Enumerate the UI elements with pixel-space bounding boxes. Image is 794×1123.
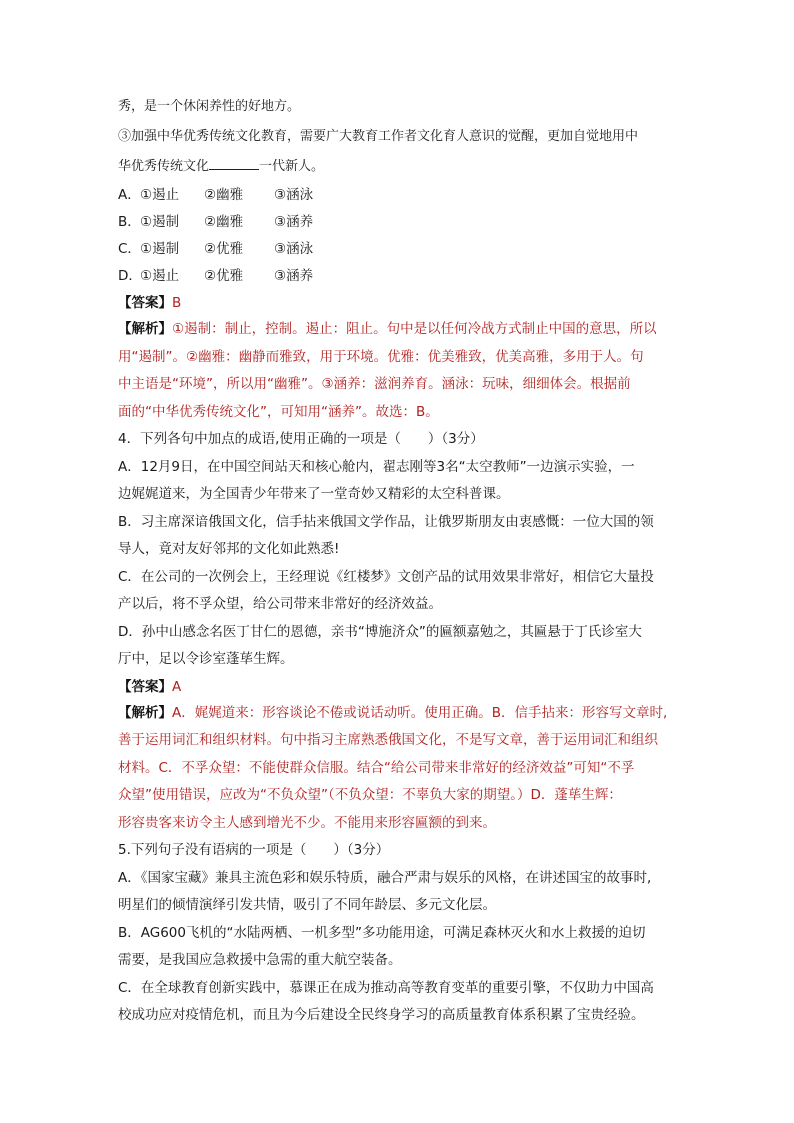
- option-choice: ①遏制: [140, 214, 180, 230]
- intro-fragment: 一代新人。: [259, 159, 325, 174]
- analysis-line: 中主语是“环境”，所以用“幽雅”。③涵养：滋润养育。涵泳：玩味，细细体会。根据前: [118, 376, 631, 392]
- option-row: [118, 209, 678, 236]
- option-choice: ②优雅: [204, 268, 244, 284]
- option-line: C．在全球教育创新实践中，慕课正在成为推动高等教育变革的重要引擎，不仅助力中国高: [118, 979, 654, 996]
- answer-line: [118, 290, 678, 316]
- option-choice: ②幽雅: [204, 187, 244, 203]
- option-choice: ③涵养: [274, 214, 314, 230]
- option-line: B．习主席深谙俄国文化，信手拈来俄国文学作品，让俄罗斯朋友由衷感慨：一位大国的领: [118, 513, 654, 530]
- answer-label: 【答案】: [118, 295, 172, 311]
- option-row: [118, 236, 678, 263]
- analysis-line: [118, 700, 678, 728]
- option-line: 需要，是我国应急救援中急需的重大航空装备。: [118, 952, 402, 968]
- option-line: B．AG600飞机的“水陆两栖、一机多型”多功能用途，可满足森林灭火和水上救援的迫切: [118, 924, 646, 941]
- option-line: C．在公司的一次例会上，王经理说《红楼梦》文创产品的试用效果非常好，相信它大量投: [118, 568, 654, 585]
- analysis-line: 形容贵客来访令主人感到增光不少。不能用来形容匾额的到来。: [118, 814, 496, 831]
- option-choice: ①遏制: [140, 241, 180, 257]
- option-line: A．12月9日，在中国空间站天和核心舱内，翟志刚等3名“太空教师”一边演示实验，一: [118, 458, 635, 475]
- option-choice: ②幽雅: [204, 214, 244, 230]
- option-row: [118, 182, 678, 209]
- answer-value: A: [172, 678, 182, 695]
- analysis-line: 众望”使用错误，应改为“不负众望”（不负众望：不辜负大家的期望。）D．蓬荜生辉：: [118, 787, 622, 803]
- analysis-line: 材料。C．不孚众望：不能使群众信服。结合“给公司带来非常好的经济效益”可知“不孚: [118, 759, 635, 776]
- option-choice: ①遏止: [140, 187, 180, 203]
- question-stem: 5.下列句子没有语病的一项是（ ）（3分）: [118, 842, 390, 858]
- option-line: 厅中，足以令诊室蓬荜生辉。: [118, 651, 294, 667]
- question-stem: 4．下列各句中加点的成语,使用正确的一项是（ ）（3分）: [118, 431, 484, 447]
- option-letter: D．: [118, 268, 142, 284]
- intro-line: 秀，是一个休闲养性的好地方。: [118, 99, 301, 114]
- analysis-label: 【解析】: [118, 704, 172, 721]
- option-letter: B．: [118, 214, 141, 230]
- option-line: 边娓娓道来，为全国青少年带来了一堂奇妙又精彩的太空科普课。: [118, 486, 510, 502]
- page-content: [118, 92, 678, 1030]
- intro-line: ③加强中华优秀传统文化教育，需要广大教育工作者文化育人意识的觉醒，更加自觉地用中: [118, 129, 639, 144]
- q3-options: [118, 182, 678, 290]
- analysis-line: 面的“中华优秀传统文化”，可知用“涵养”。故选：B。: [118, 403, 439, 420]
- intro-fragment: 华优秀传统文化: [118, 159, 210, 174]
- intro-line: [118, 152, 678, 182]
- option-line: 产以后，将不孚众望，给公司带来非常好的经济效益。: [118, 596, 442, 612]
- q5-options: [118, 865, 678, 1030]
- q4-analysis: [118, 700, 678, 838]
- analysis-label: 【解析】: [118, 321, 172, 337]
- option-choice: ③涵养: [274, 268, 314, 284]
- option-choice: ②优雅: [204, 241, 244, 257]
- q3-analysis: [118, 316, 678, 426]
- answer-line: [118, 674, 678, 700]
- option-letter: A．: [118, 187, 141, 203]
- option-line: A．《国家宝藏》兼具主流色彩和娱乐特质，融合严肃与娱乐的风格，在讲述国宝的故事时,: [118, 869, 652, 886]
- option-row: [118, 263, 678, 290]
- option-choice: ③涵泳: [274, 187, 314, 203]
- option-line: 校成功应对疫情危机，而且为今后建设全民终身学习的高质量教育体系积累了宝贵经验。: [118, 1007, 645, 1023]
- analysis-line: 用“遏制”。②幽雅：幽静而雅致，用于环境。优雅：优美雅致，优美高雅，多用于人。句: [118, 348, 644, 365]
- fill-blank: [209, 157, 259, 170]
- option-line: 导人，竟对友好邻邦的文化如此熟悉!: [118, 541, 340, 557]
- analysis-text: A．娓娓道来：形容谈论不倦或说话动听。使用正确。B．信手拈来：形容写文章时,: [172, 704, 668, 721]
- option-choice: ③涵泳: [274, 241, 314, 257]
- q4-options: [118, 454, 678, 674]
- option-line: 明星们的倾情演绎引发共情，吸引了不同年龄层、多元文化层。: [118, 897, 496, 913]
- answer-label: 【答案】: [118, 678, 172, 695]
- analysis-line: [118, 316, 678, 344]
- option-line: D．孙中山感念名医丁甘仁的恩德，亲书“博施济众”的匾额嘉勉之，其匾悬于丁氏诊室大: [118, 623, 642, 640]
- option-letter: C．: [118, 241, 141, 257]
- analysis-line: 善于运用词汇和组织材料。句中指习主席熟悉俄国文化，不是写文章，善于运用词汇和组织: [118, 732, 658, 748]
- analysis-text: ①遏制：制止，控制。遏止：阻止。句中是以任何冷战方式制止中国的意思，所以: [172, 321, 657, 337]
- option-choice: ①遏止: [140, 268, 180, 284]
- answer-value: B: [172, 295, 182, 311]
